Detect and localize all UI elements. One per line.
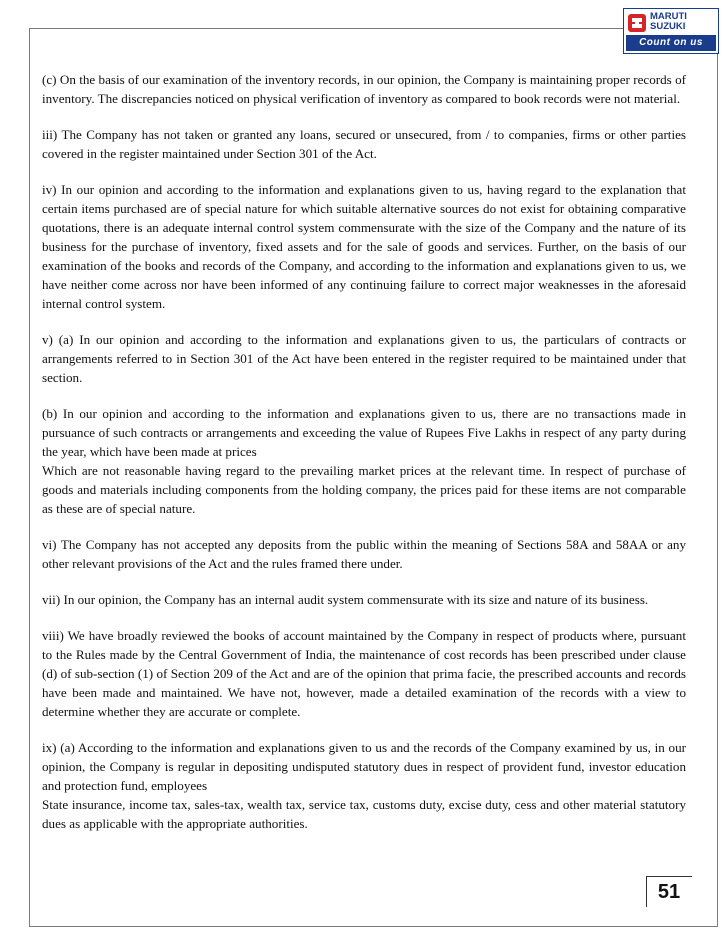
paragraph-iii bbox=[42, 125, 686, 163]
logo-tagline: Count on us bbox=[626, 35, 716, 51]
logo-brand-line2: SUZUKI bbox=[650, 21, 686, 32]
paragraph-text: iii) The Company has not taken or granted any loans, secured or unsecured, from / to companies, firms or other parties covered in the register maintained under Section 301 of the Act. bbox=[42, 127, 686, 161]
logo-top bbox=[626, 11, 716, 35]
paragraph-iv bbox=[42, 180, 686, 313]
paragraph-text: vi) The Company has not accepted any deposits from the public within the meaning of Sections 58A and 58AA or any other relevant provisions of the Act and the rules framed there under. bbox=[42, 537, 686, 571]
paragraph-v-b bbox=[42, 404, 686, 518]
paragraph-text: iv) In our opinion and according to the information and explanations given to us, having regard to the explanation that certain items purchased are of special nature for which suitable alternative sources do not exist for obtaining comparative quotations, there is an adequate internal control system commensurate with the size of the Company and the nature of its business for the purchase of inventory, fixed assets and for the sale of goods and services. Further, on the basis of our examination of the books and records of the Company, and according to the information and explanations given to us, we have neither come across nor have been informed of any continuing failure to correct major weaknesses in the aforesaid internal control system. bbox=[42, 182, 686, 311]
paragraph-text-continued: State insurance, income tax, sales-tax, wealth tax, service tax, customs duty, excise duty, cess and other material statutory dues as applicable with the appropriate authorities. bbox=[42, 797, 686, 831]
paragraph-ix-a bbox=[42, 738, 686, 833]
page-number: 51 bbox=[646, 876, 692, 907]
maruti-suzuki-logo bbox=[623, 8, 719, 54]
paragraph-text: (c) On the basis of our examination of the inventory records, in our opinion, the Company is maintaining proper records of inventory. The discrepancies noticed on physical verification of inventory as compared to book records were not material. bbox=[42, 72, 686, 106]
paragraph-vi bbox=[42, 535, 686, 573]
paragraph-vii bbox=[42, 590, 686, 609]
suzuki-s-icon bbox=[628, 14, 646, 32]
paragraph-text: (b) In our opinion and according to the information and explanations given to us, there are no transactions made in pursuance of such contracts or arrangements and exceeding the value of Rupees Five Lakhs in respect of any party during the year, which have been made at prices bbox=[42, 406, 686, 459]
paragraph-text-continued: Which are not reasonable having regard to the prevailing market prices at the relevant time. In respect of purchase of goods and materials including components from the holding company, the prices paid for these items are not comparable as these are of special nature. bbox=[42, 463, 686, 516]
logo-brand bbox=[650, 12, 687, 32]
paragraph-viii bbox=[42, 626, 686, 721]
paragraph-c bbox=[42, 70, 686, 108]
paragraph-text: vii) In our opinion, the Company has an internal audit system commensurate with its size and nature of its business. bbox=[42, 592, 649, 607]
paragraph-text: v) (a) In our opinion and according to the information and explanations given to us, the particulars of contracts or arrangements referred to in Section 301 of the Act have been entered in the register required to be maintained under that section. bbox=[42, 332, 686, 385]
paragraph-text: viii) We have broadly reviewed the books of account maintained by the Company in respect of products where, pursuant to the Rules made by the Central Government of India, the maintenance of cost records has been prescribed under clause (d) of sub-section (1) of Section 209 of the Act and are of the opinion that prima facie, the prescribed accounts and records have been made and maintained. We have not, however, made a detailed examination of the records with a view to determine whether they are accurate or complete. bbox=[42, 628, 686, 719]
paragraph-v-a bbox=[42, 330, 686, 387]
document-body bbox=[42, 70, 686, 850]
logo-brand-line1: MARUTI bbox=[650, 11, 687, 22]
paragraph-text: ix) (a) According to the information and explanations given to us and the records of the Company examined by us, in our opinion, the Company is regular in depositing undisputed statutory dues in respect of provident fund, investor education and protection fund, employees bbox=[42, 740, 686, 793]
